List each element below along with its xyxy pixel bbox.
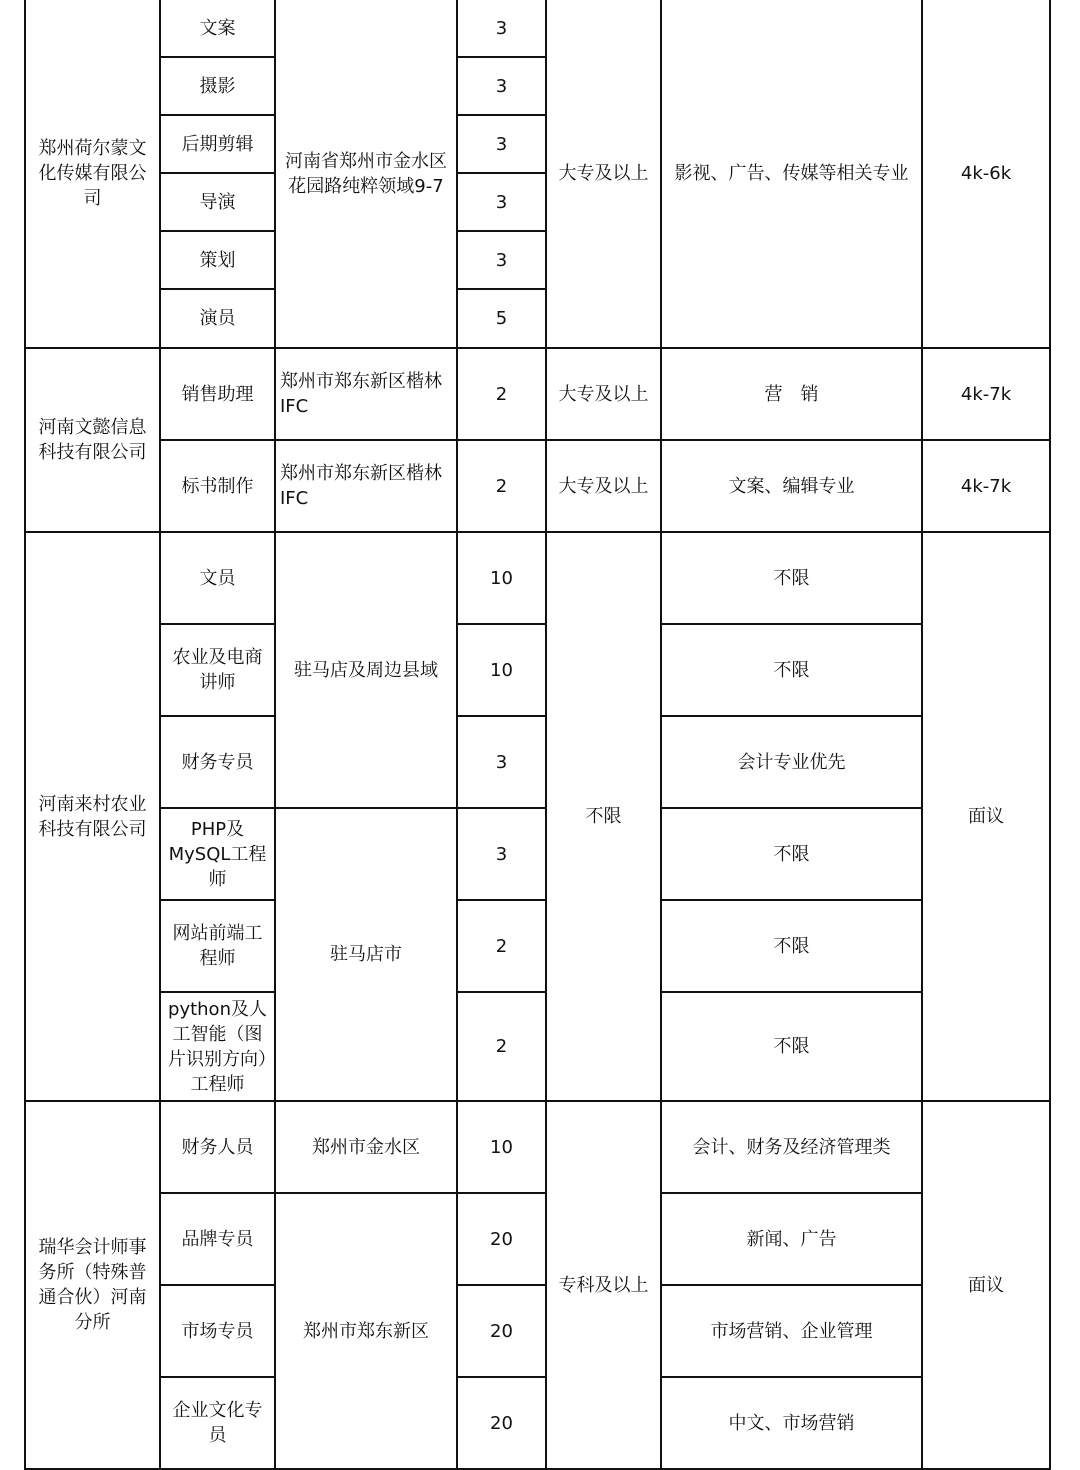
table-row <box>25 348 1050 440</box>
education-requirement: 不限 <box>546 532 661 1101</box>
work-address: 驻马店市 <box>275 808 457 1101</box>
job-title: 市场专员 <box>160 1285 275 1377</box>
company-name: 河南文懿信息科技有限公司 <box>25 348 160 532</box>
hire-count: 3 <box>457 231 546 289</box>
recruitment-table <box>24 0 1051 1470</box>
hire-count: 2 <box>457 992 546 1101</box>
job-title: 销售助理 <box>160 348 275 440</box>
major-requirement: 不限 <box>661 624 922 716</box>
job-title: 财务人员 <box>160 1101 275 1193</box>
job-title: 财务专员 <box>160 716 275 808</box>
table-row <box>25 1193 1050 1285</box>
hire-count: 20 <box>457 1285 546 1377</box>
hire-count: 3 <box>457 57 546 115</box>
hire-count: 10 <box>457 624 546 716</box>
education-requirement: 大专及以上 <box>546 348 661 440</box>
major-requirement: 文案、编辑专业 <box>661 440 922 532</box>
table-row <box>25 1285 1050 1377</box>
table-row <box>25 0 1050 57</box>
job-title: 网站前端工程师 <box>160 900 275 992</box>
salary: 面议 <box>922 1101 1050 1469</box>
hire-count: 3 <box>457 173 546 231</box>
major-requirement: 不限 <box>661 900 922 992</box>
company-name: 郑州荷尔蒙文化传媒有限公司 <box>25 0 160 348</box>
job-title: 标书制作 <box>160 440 275 532</box>
table-row <box>25 808 1050 900</box>
salary: 面议 <box>922 532 1050 1101</box>
table-row <box>25 1101 1050 1193</box>
job-title: 演员 <box>160 289 275 348</box>
hire-count: 10 <box>457 1101 546 1193</box>
table-row <box>25 716 1050 808</box>
work-address: 驻马店及周边县域 <box>275 532 457 808</box>
table-row <box>25 900 1050 992</box>
salary: 4k-7k <box>922 440 1050 532</box>
job-title: 文案 <box>160 0 275 57</box>
hire-count: 5 <box>457 289 546 348</box>
table-row <box>25 440 1050 532</box>
hire-count: 20 <box>457 1193 546 1285</box>
hire-count: 3 <box>457 115 546 173</box>
major-requirement: 新闻、广告 <box>661 1193 922 1285</box>
work-address: 郑州市金水区 <box>275 1101 457 1193</box>
work-address: 河南省郑州市金水区花园路纯粹领域9-7 <box>275 0 457 348</box>
major-requirement: 会计专业优先 <box>661 716 922 808</box>
hire-count: 10 <box>457 532 546 624</box>
company-name: 河南来村农业科技有限公司 <box>25 532 160 1101</box>
work-address: 郑州市郑东新区 <box>275 1193 457 1469</box>
major-requirement: 中文、市场营销 <box>661 1377 922 1469</box>
job-title: 企业文化专员 <box>160 1377 275 1469</box>
hire-count: 2 <box>457 348 546 440</box>
company-name: 瑞华会计师事务所（特殊普通合伙）河南分所 <box>25 1101 160 1469</box>
major-requirement: 不限 <box>661 532 922 624</box>
major-requirement: 不限 <box>661 808 922 900</box>
major-requirement: 影视、广告、传媒等相关专业 <box>661 0 922 348</box>
table-row <box>25 992 1050 1101</box>
job-title: PHP及MySQL工程师 <box>160 808 275 900</box>
work-address: 郑州市郑东新区楷林IFC <box>275 348 457 440</box>
job-title: 文员 <box>160 532 275 624</box>
major-requirement: 营 销 <box>661 348 922 440</box>
education-requirement: 大专及以上 <box>546 440 661 532</box>
major-requirement: 不限 <box>661 992 922 1101</box>
job-title: python及人工智能（图片识别方向）工程师 <box>160 992 275 1101</box>
job-title: 导演 <box>160 173 275 231</box>
work-address: 郑州市郑东新区楷林IFC <box>275 440 457 532</box>
hire-count: 3 <box>457 716 546 808</box>
job-title: 摄影 <box>160 57 275 115</box>
job-title: 后期剪辑 <box>160 115 275 173</box>
hire-count: 2 <box>457 900 546 992</box>
hire-count: 20 <box>457 1377 546 1469</box>
education-requirement: 专科及以上 <box>546 1101 661 1469</box>
major-requirement: 市场营销、企业管理 <box>661 1285 922 1377</box>
hire-count: 3 <box>457 0 546 57</box>
hire-count: 2 <box>457 440 546 532</box>
job-title: 品牌专员 <box>160 1193 275 1285</box>
table-row <box>25 624 1050 716</box>
table-row <box>25 532 1050 624</box>
education-requirement: 大专及以上 <box>546 0 661 348</box>
job-title: 农业及电商讲师 <box>160 624 275 716</box>
hire-count: 3 <box>457 808 546 900</box>
salary: 4k-7k <box>922 348 1050 440</box>
major-requirement: 会计、财务及经济管理类 <box>661 1101 922 1193</box>
salary: 4k-6k <box>922 0 1050 348</box>
table-row <box>25 1377 1050 1469</box>
job-title: 策划 <box>160 231 275 289</box>
